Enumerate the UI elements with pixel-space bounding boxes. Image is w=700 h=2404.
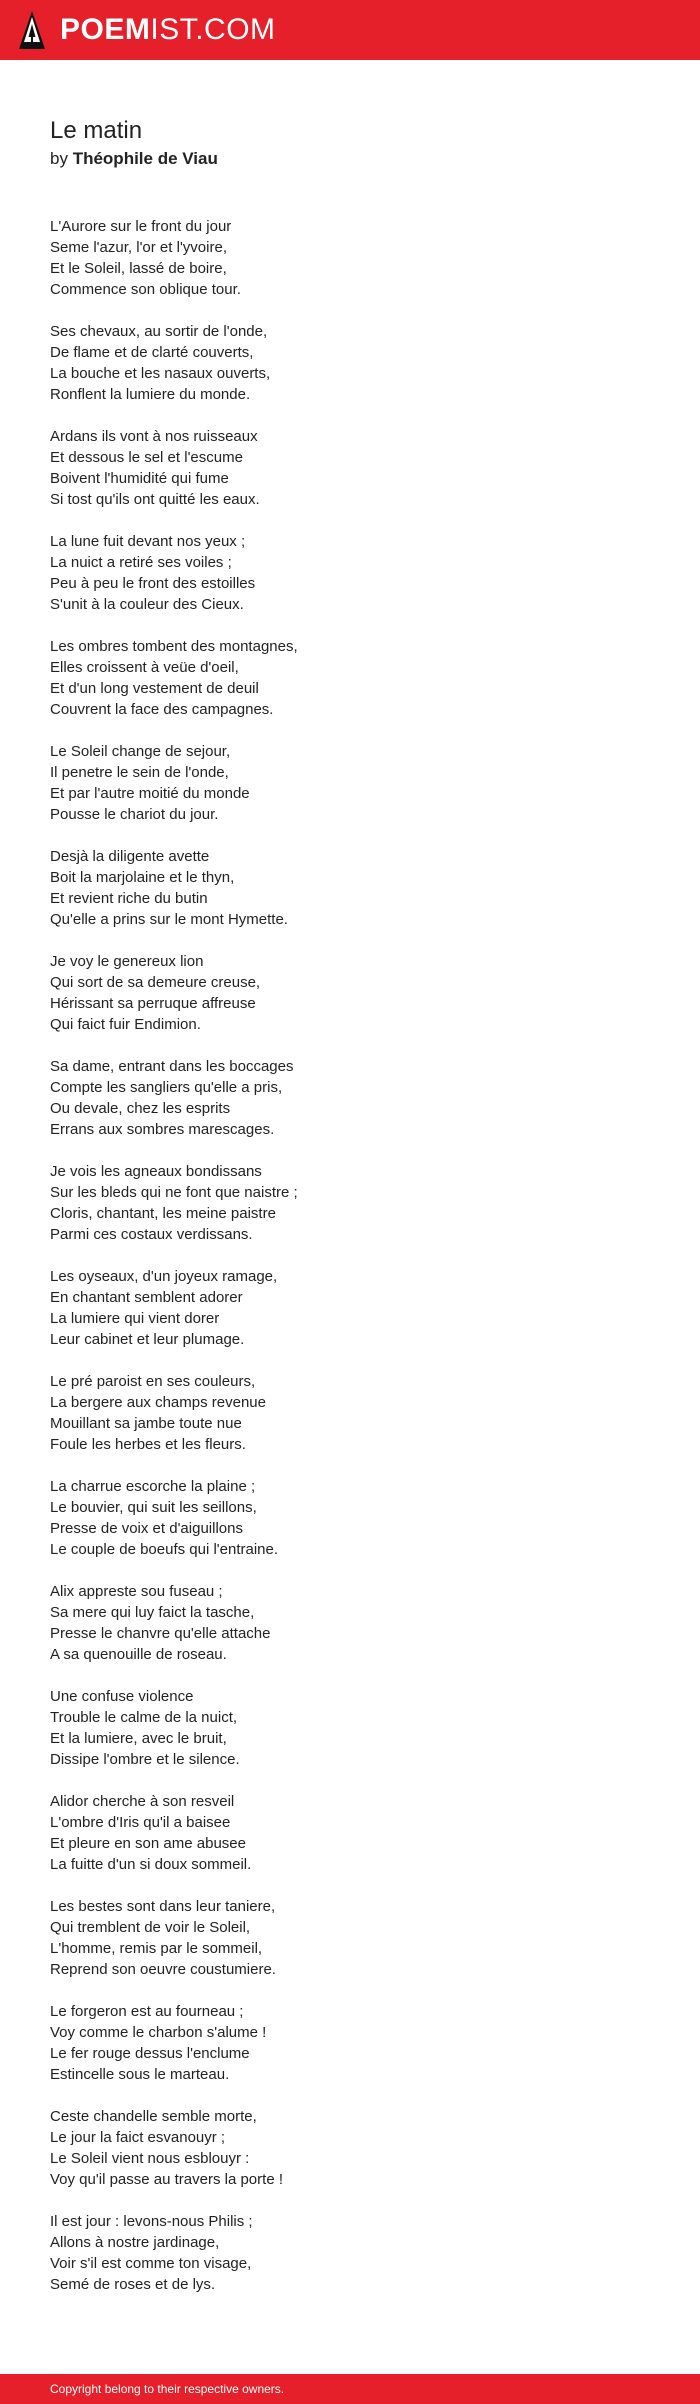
poem-line: Et revient riche du butin	[50, 890, 208, 907]
logo-text-bold: POEM	[60, 13, 151, 46]
poem-line: Ronflent la lumiere du monde.	[50, 386, 251, 403]
poem-line: Je voy le genereux lion	[50, 953, 204, 970]
poem-line: La bouche et les nasaux ouverts,	[50, 365, 271, 382]
poem-stanza	[50, 2001, 650, 2085]
poem-line: Le Soleil change de sejour,	[50, 743, 231, 760]
poem-line: Pousse le chariot du jour.	[50, 806, 219, 823]
poem-line: Desjà la diligente avette	[50, 848, 210, 865]
site-logo[interactable]	[18, 10, 276, 50]
poem-line: Ses chevaux, au sortir de l'onde,	[50, 323, 268, 340]
poem-line: Boivent l'humidité qui fume	[50, 470, 229, 487]
logo-wordmark	[60, 10, 276, 50]
poem-line: La charrue escorche la plaine ;	[50, 1478, 256, 1495]
poem-line: Il penetre le sein de l'onde,	[50, 764, 229, 781]
poem-line: Reprend son oeuvre coustumiere.	[50, 1961, 276, 1978]
poem-line: Voir s'il est comme ton visage,	[50, 2255, 252, 2272]
poem-line: Le bouvier, qui suit les seillons,	[50, 1499, 257, 1516]
poem-line: Les oyseaux, d'un joyeux ramage,	[50, 1268, 278, 1285]
poem-stanza	[50, 951, 650, 1035]
pen-nib-icon	[18, 10, 46, 50]
poem-line: La lune fuit devant nos yeux ;	[50, 533, 246, 550]
poem-stanza	[50, 636, 650, 720]
poem-line: Dissipe l'ombre et le silence.	[50, 1751, 240, 1768]
poem-line: Ceste chandelle semble morte,	[50, 2108, 257, 2125]
poem-line: Allons à nostre jardinage,	[50, 2234, 220, 2251]
poem-line: Si tost qu'ils ont quitté les eaux.	[50, 491, 260, 508]
poem-line: Couvrent la face des campagnes.	[50, 701, 274, 718]
poem-line: En chantant semblent adorer	[50, 1289, 243, 1306]
poem-line: Presse de voix et d'aiguillons	[50, 1520, 243, 1537]
poem-line: Alidor cherche à son resveil	[50, 1793, 235, 1810]
poem-line: Compte les sangliers qu'elle a pris,	[50, 1079, 283, 1096]
poem-line: Semé de roses et de lys.	[50, 2276, 216, 2293]
poem-stanza	[50, 1266, 650, 1350]
poem-stanza	[50, 531, 650, 615]
poem-line: Et d'un long vestement de deuil	[50, 680, 259, 697]
poem-line: Ou devale, chez les esprits	[50, 1100, 231, 1117]
author-name[interactable]: Théophile de Viau	[72, 149, 218, 168]
logo-text-thin: IST.COM	[150, 13, 276, 46]
poem-line: Et dessous le sel et l'escume	[50, 449, 243, 466]
poem-line: Qui sort de sa demeure creuse,	[50, 974, 261, 991]
poem-line: Estincelle sous le marteau.	[50, 2066, 230, 2083]
poem-line: De flame et de clarté couverts,	[50, 344, 254, 361]
poem-stanza	[50, 1161, 650, 1245]
poem-byline	[50, 148, 650, 170]
poem-line: Qu'elle a prins sur le mont Hymette.	[50, 911, 288, 928]
poem-stanza	[50, 2106, 650, 2190]
poem-stanza	[50, 1581, 650, 1665]
poem-line: L'ombre d'Iris qu'il a baisee	[50, 1814, 231, 1831]
poem-line: Les ombres tombent des montagnes,	[50, 638, 298, 655]
poem-line: Sa dame, entrant dans les boccages	[50, 1058, 294, 1075]
poem-line: Seme l'azur, l'or et l'yvoire,	[50, 239, 227, 256]
poem-line: Le pré paroist en ses couleurs,	[50, 1373, 256, 1390]
poem-line: Je vois les agneaux bondissans	[50, 1163, 262, 1180]
poem-line: L'Aurore sur le front du jour	[50, 218, 232, 235]
poem-line: Et le Soleil, lassé de boire,	[50, 260, 227, 277]
poem-line: Voy qu'il passe au travers la porte !	[50, 2171, 283, 2188]
poem-line: Et par l'autre moitié du monde	[50, 785, 250, 802]
poem-stanza	[50, 1686, 650, 1770]
poem-line: Peu à peu le front des estoilles	[50, 575, 256, 592]
poem-line: Il est jour : levons-nous Philis ;	[50, 2213, 253, 2230]
poem-line: Le couple de boeufs qui l'entraine.	[50, 1541, 279, 1558]
poem-stanza	[50, 2211, 650, 2295]
poem-line: Ardans ils vont à nos ruisseaux	[50, 428, 258, 445]
site-footer	[0, 2374, 700, 2404]
site-header	[0, 0, 700, 60]
poem-title: Le matin	[50, 117, 143, 144]
by-label: by	[50, 149, 68, 168]
poem-line: Sa mere qui luy faict la tasche,	[50, 1604, 255, 1621]
poem-line: Le fer rouge dessus l'enclume	[50, 2045, 250, 2062]
poem-line: Hérissant sa perruque affreuse	[50, 995, 256, 1012]
poem-line: Une confuse violence	[50, 1688, 194, 1705]
poem-line: Cloris, chantant, les meine paistre	[50, 1205, 276, 1222]
poem-line: La fuitte d'un si doux sommeil.	[50, 1856, 252, 1873]
poem-line: Qui faict fuir Endimion.	[50, 1016, 201, 1033]
poem-stanza	[50, 846, 650, 930]
poem-line: Alix appreste sou fuseau ;	[50, 1583, 223, 1600]
poem-line: Leur cabinet et leur plumage.	[50, 1331, 245, 1348]
poem-line: S'unit à la couleur des Cieux.	[50, 596, 244, 613]
poem-line: Les bestes sont dans leur taniere,	[50, 1898, 276, 1915]
poem-stanza	[50, 1476, 650, 1560]
poem-line: Le jour la faict esvanouyr ;	[50, 2129, 226, 2146]
poem-stanza	[50, 426, 650, 510]
poem-line: Errans aux sombres marescages.	[50, 1121, 275, 1138]
poem-line: Le Soleil vient nous esblouyr :	[50, 2150, 250, 2167]
poem-line: Sur les bleds qui ne font que naistre ;	[50, 1184, 298, 1201]
poem-stanza	[50, 1056, 650, 1140]
poem-content	[50, 116, 650, 2316]
poem-line: Et pleure en son ame abusee	[50, 1835, 246, 1852]
poem-line: Trouble le calme de la nuict,	[50, 1709, 238, 1726]
poem-body	[50, 216, 650, 2295]
poem-line: Commence son oblique tour.	[50, 281, 241, 298]
poem-stanza	[50, 1791, 650, 1875]
poem-line: Elles croissent à veüe d'oeil,	[50, 659, 239, 676]
copyright-notice: Copyright belong to their respective owners.	[50, 2382, 285, 2396]
poem-line: Parmi ces costaux verdissans.	[50, 1226, 253, 1243]
poem-line: Le forgeron est au fourneau ;	[50, 2003, 244, 2020]
poem-line: Voy comme le charbon s'alume !	[50, 2024, 267, 2041]
poem-stanza	[50, 216, 650, 300]
poem-line: L'homme, remis par le sommeil,	[50, 1940, 263, 1957]
poem-stanza	[50, 1896, 650, 1980]
poem-stanza	[50, 1371, 650, 1455]
poem-line: La nuict a retiré ses voiles ;	[50, 554, 232, 571]
poem-line: Qui tremblent de voir le Soleil,	[50, 1919, 251, 1936]
poem-stanza	[50, 321, 650, 405]
poem-line: Mouillant sa jambe toute nue	[50, 1415, 242, 1432]
poem-line: Et la lumiere, avec le bruit,	[50, 1730, 227, 1747]
poem-line: Foule les herbes et les fleurs.	[50, 1436, 246, 1453]
poem-line: Presse le chanvre qu'elle attache	[50, 1625, 271, 1642]
poem-stanza	[50, 741, 650, 825]
poem-line: La lumiere qui vient dorer	[50, 1310, 220, 1327]
poem-line: A sa quenouille de roseau.	[50, 1646, 227, 1663]
poem-line: La bergere aux champs revenue	[50, 1394, 266, 1411]
poem-line: Boit la marjolaine et le thyn,	[50, 869, 235, 886]
